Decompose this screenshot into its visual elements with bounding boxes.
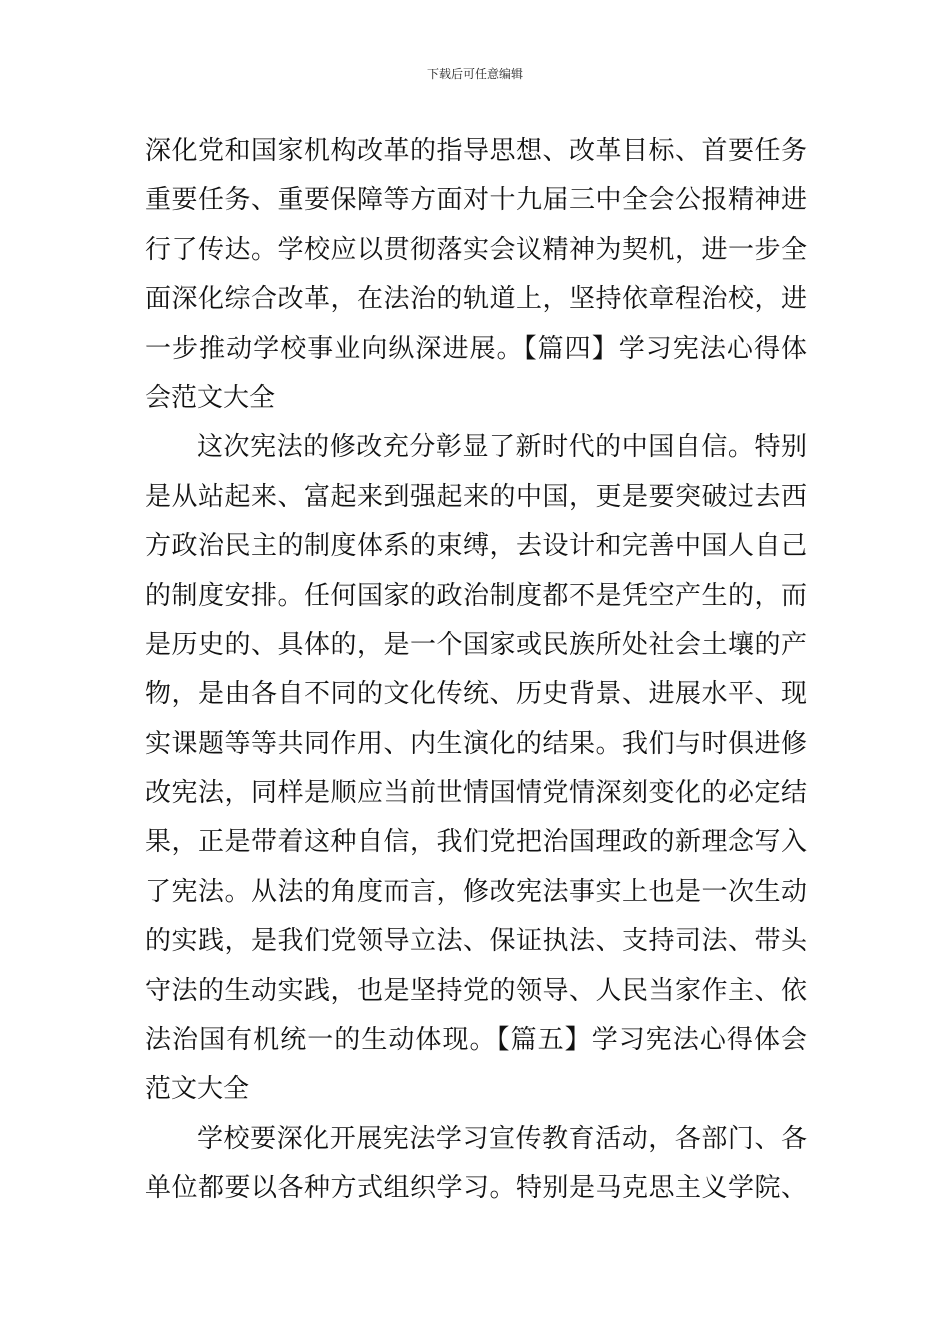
text-line: 方政治民主的制度体系的束缚，去设计和完善中国人自己 — [145, 531, 807, 562]
document-body — [145, 127, 807, 1214]
text-line: 行了传达。学校应以贯彻落实会议精神为契机，进一步全 — [145, 234, 807, 265]
paragraph-2 — [145, 423, 807, 1114]
text-line: 了宪法。从法的角度而言，修改宪法事实上也是一次生动 — [145, 876, 807, 907]
text-line: 是从站起来、富起来到强起来的中国，更是要突破过去西 — [145, 481, 807, 512]
text-line: 实课题等等共同作用、内生演化的结果。我们与时俱进修 — [145, 728, 807, 759]
text-line: 学校要深化开展宪法学习宣传教育活动，各部门、各 — [197, 1123, 807, 1154]
text-line: 一步推动学校事业向纵深进展。【篇四】学习宪法心得体 — [145, 333, 807, 364]
text-line: 果，正是带着这种自信，我们党把治国理政的新理念写入 — [145, 827, 807, 858]
text-line: 法治国有机统一的生动体现。【篇五】学习宪法心得体会 — [145, 1025, 807, 1056]
text-line: 这次宪法的修改充分彰显了新时代的中国自信。特别 — [197, 432, 807, 463]
text-line: 重要任务、重要保障等方面对十九届三中全会公报精神进 — [145, 185, 807, 216]
page-header: 下载后可任意编辑 — [426, 67, 523, 81]
text-line: 深化党和国家机构改革的指导思想、改革目标、首要任务 — [145, 136, 807, 166]
paragraph-3 — [145, 1115, 807, 1214]
text-line: 是历史的、具体的，是一个国家或民族所处社会土壤的产 — [145, 629, 807, 660]
text-line: 的制度安排。任何国家的政治制度都不是凭空产生的，而 — [145, 580, 807, 611]
text-line: 范文大全 — [145, 1074, 250, 1105]
text-line: 改宪法，同样是顺应当前世情国情党情深刻变化的必定结 — [145, 778, 807, 809]
text-line: 守法的生动实践，也是坚持党的领导、人民当家作主、依 — [145, 975, 807, 1006]
text-line: 的实践，是我们党领导立法、保证执法、支持司法、带头 — [145, 926, 807, 957]
text-line: 物，是由各自不同的文化传统、历史背景、进展水平、现 — [145, 679, 807, 710]
text-line: 会范文大全 — [145, 382, 276, 413]
text-line: 面深化综合改革，在法治的轨道上，坚持依章程治校，进 — [145, 284, 807, 315]
text-line: 单位都要以各种方式组织学习。特别是马克思主义学院、 — [145, 1173, 807, 1204]
paragraph-1 — [145, 127, 807, 423]
